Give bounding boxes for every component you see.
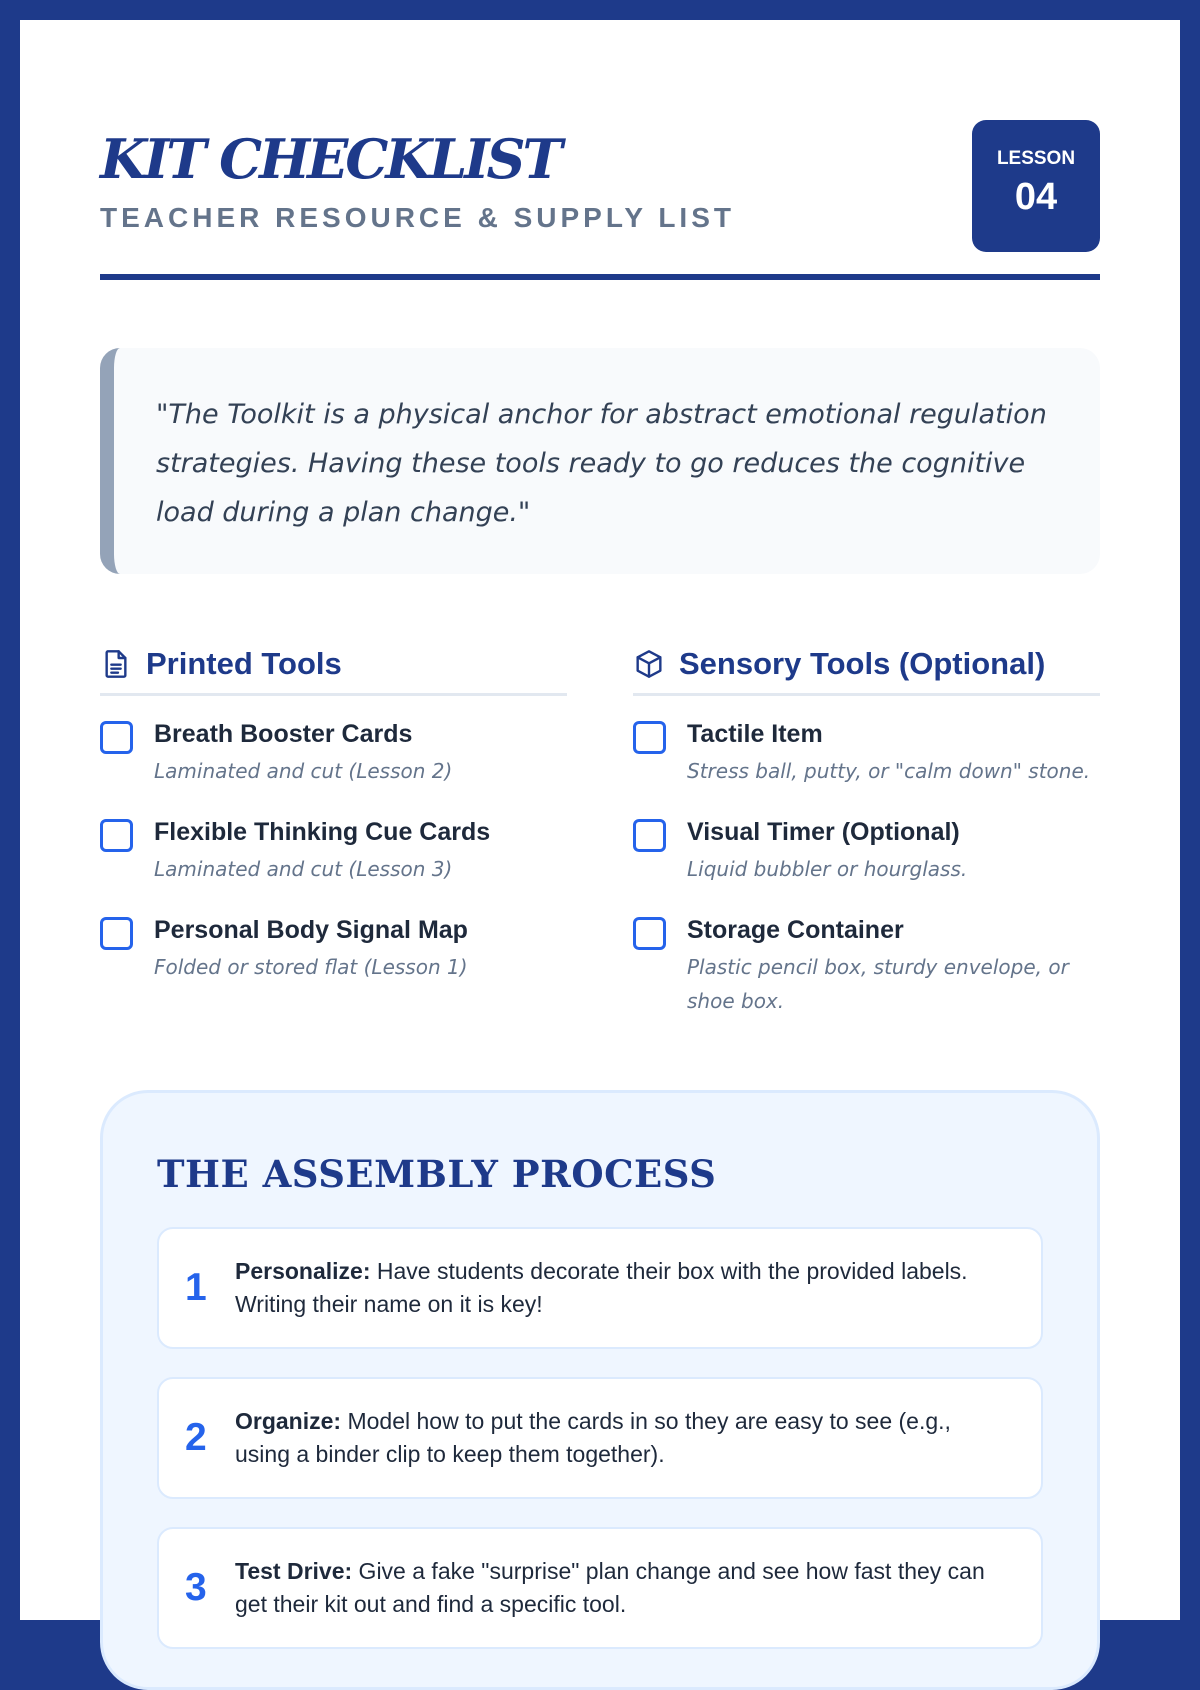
checkbox-visual-timer[interactable]	[633, 819, 666, 852]
assembly-step	[157, 1227, 1043, 1349]
item-description: Folded or stored flat (Lesson 1)	[154, 955, 468, 979]
step-label: Test Drive:	[235, 1558, 353, 1584]
step-text	[235, 1405, 1011, 1471]
checklist-item	[100, 816, 567, 894]
step-body: Model how to put the cards in so they are easy to see (e.g., using a binder clip to keep them together).	[235, 1408, 951, 1467]
page-sheet	[20, 20, 1180, 1620]
step-label: Organize:	[235, 1408, 342, 1434]
item-title: Storage Container	[687, 916, 904, 944]
step-text	[235, 1555, 1011, 1621]
checkbox-storage-container[interactable]	[633, 917, 666, 950]
sensory-tools-header	[633, 642, 1100, 696]
checklist-item	[100, 914, 567, 992]
lesson-badge	[972, 120, 1100, 252]
quote-block	[100, 348, 1100, 574]
checkbox-breath-booster-cards[interactable]	[100, 721, 133, 754]
item-description: Liquid bubbler or hourglass.	[687, 857, 968, 881]
checklist-item	[100, 718, 567, 796]
checkbox-personal-body-signal-map[interactable]	[100, 917, 133, 950]
item-description: Laminated and cut (Lesson 3)	[154, 857, 453, 881]
lesson-label: LESSON	[996, 148, 1076, 169]
checkbox-tactile-item[interactable]	[633, 721, 666, 754]
page-subtitle: TEACHER RESOURCE & SUPPLY LIST	[100, 202, 735, 233]
item-title: Visual Timer (Optional)	[687, 818, 960, 846]
header	[100, 100, 1100, 300]
step-number: 1	[185, 1266, 207, 1309]
document-icon	[100, 648, 132, 680]
step-body: Give a fake "surprise" plan change and see how fast they can get their kit out and find a specific tool.	[235, 1558, 985, 1617]
header-divider	[100, 274, 1100, 280]
step-label: Personalize:	[235, 1258, 371, 1284]
item-title: Tactile Item	[687, 720, 823, 748]
item-description: Plastic pencil box, sturdy envelope, or shoe box.	[687, 955, 1069, 1013]
printed-tools-section	[100, 642, 567, 992]
lesson-number: 04	[1014, 176, 1058, 218]
step-number: 2	[185, 1416, 207, 1459]
quote-text: "The Toolkit is a physical anchor for abstract emotional regulation strategies. Having these tools ready to go reduces the cognitive load during a plan change."	[156, 399, 1047, 528]
checklist-item	[633, 718, 1100, 796]
item-title: Personal Body Signal Map	[154, 916, 468, 944]
step-number: 3	[185, 1566, 207, 1609]
assembly-step	[157, 1377, 1043, 1499]
box-icon	[633, 648, 665, 680]
sensory-tools-section	[633, 642, 1100, 1018]
assembly-section	[100, 1090, 1100, 1690]
checklist-item	[633, 914, 1100, 1018]
step-text	[235, 1255, 1011, 1321]
printed-tools-header	[100, 642, 567, 696]
checkbox-flexible-thinking-cue-cards[interactable]	[100, 819, 133, 852]
checklist-item	[633, 816, 1100, 894]
item-description: Laminated and cut (Lesson 2)	[154, 759, 453, 783]
printed-tools-title: Printed Tools	[146, 645, 342, 681]
assembly-title: THE ASSEMBLY PROCESS	[157, 1152, 717, 1196]
sensory-tools-title: Sensory Tools (Optional)	[679, 645, 1046, 681]
item-title: Flexible Thinking Cue Cards	[154, 818, 491, 846]
page-title: KIT CHECKLIST	[100, 127, 560, 191]
step-body: Have students decorate their box with the provided labels. Writing their name on it is key!	[235, 1258, 968, 1317]
item-description: Stress ball, putty, or "calm down" stone.	[687, 759, 1091, 783]
item-title: Breath Booster Cards	[154, 720, 413, 748]
assembly-step	[157, 1527, 1043, 1649]
